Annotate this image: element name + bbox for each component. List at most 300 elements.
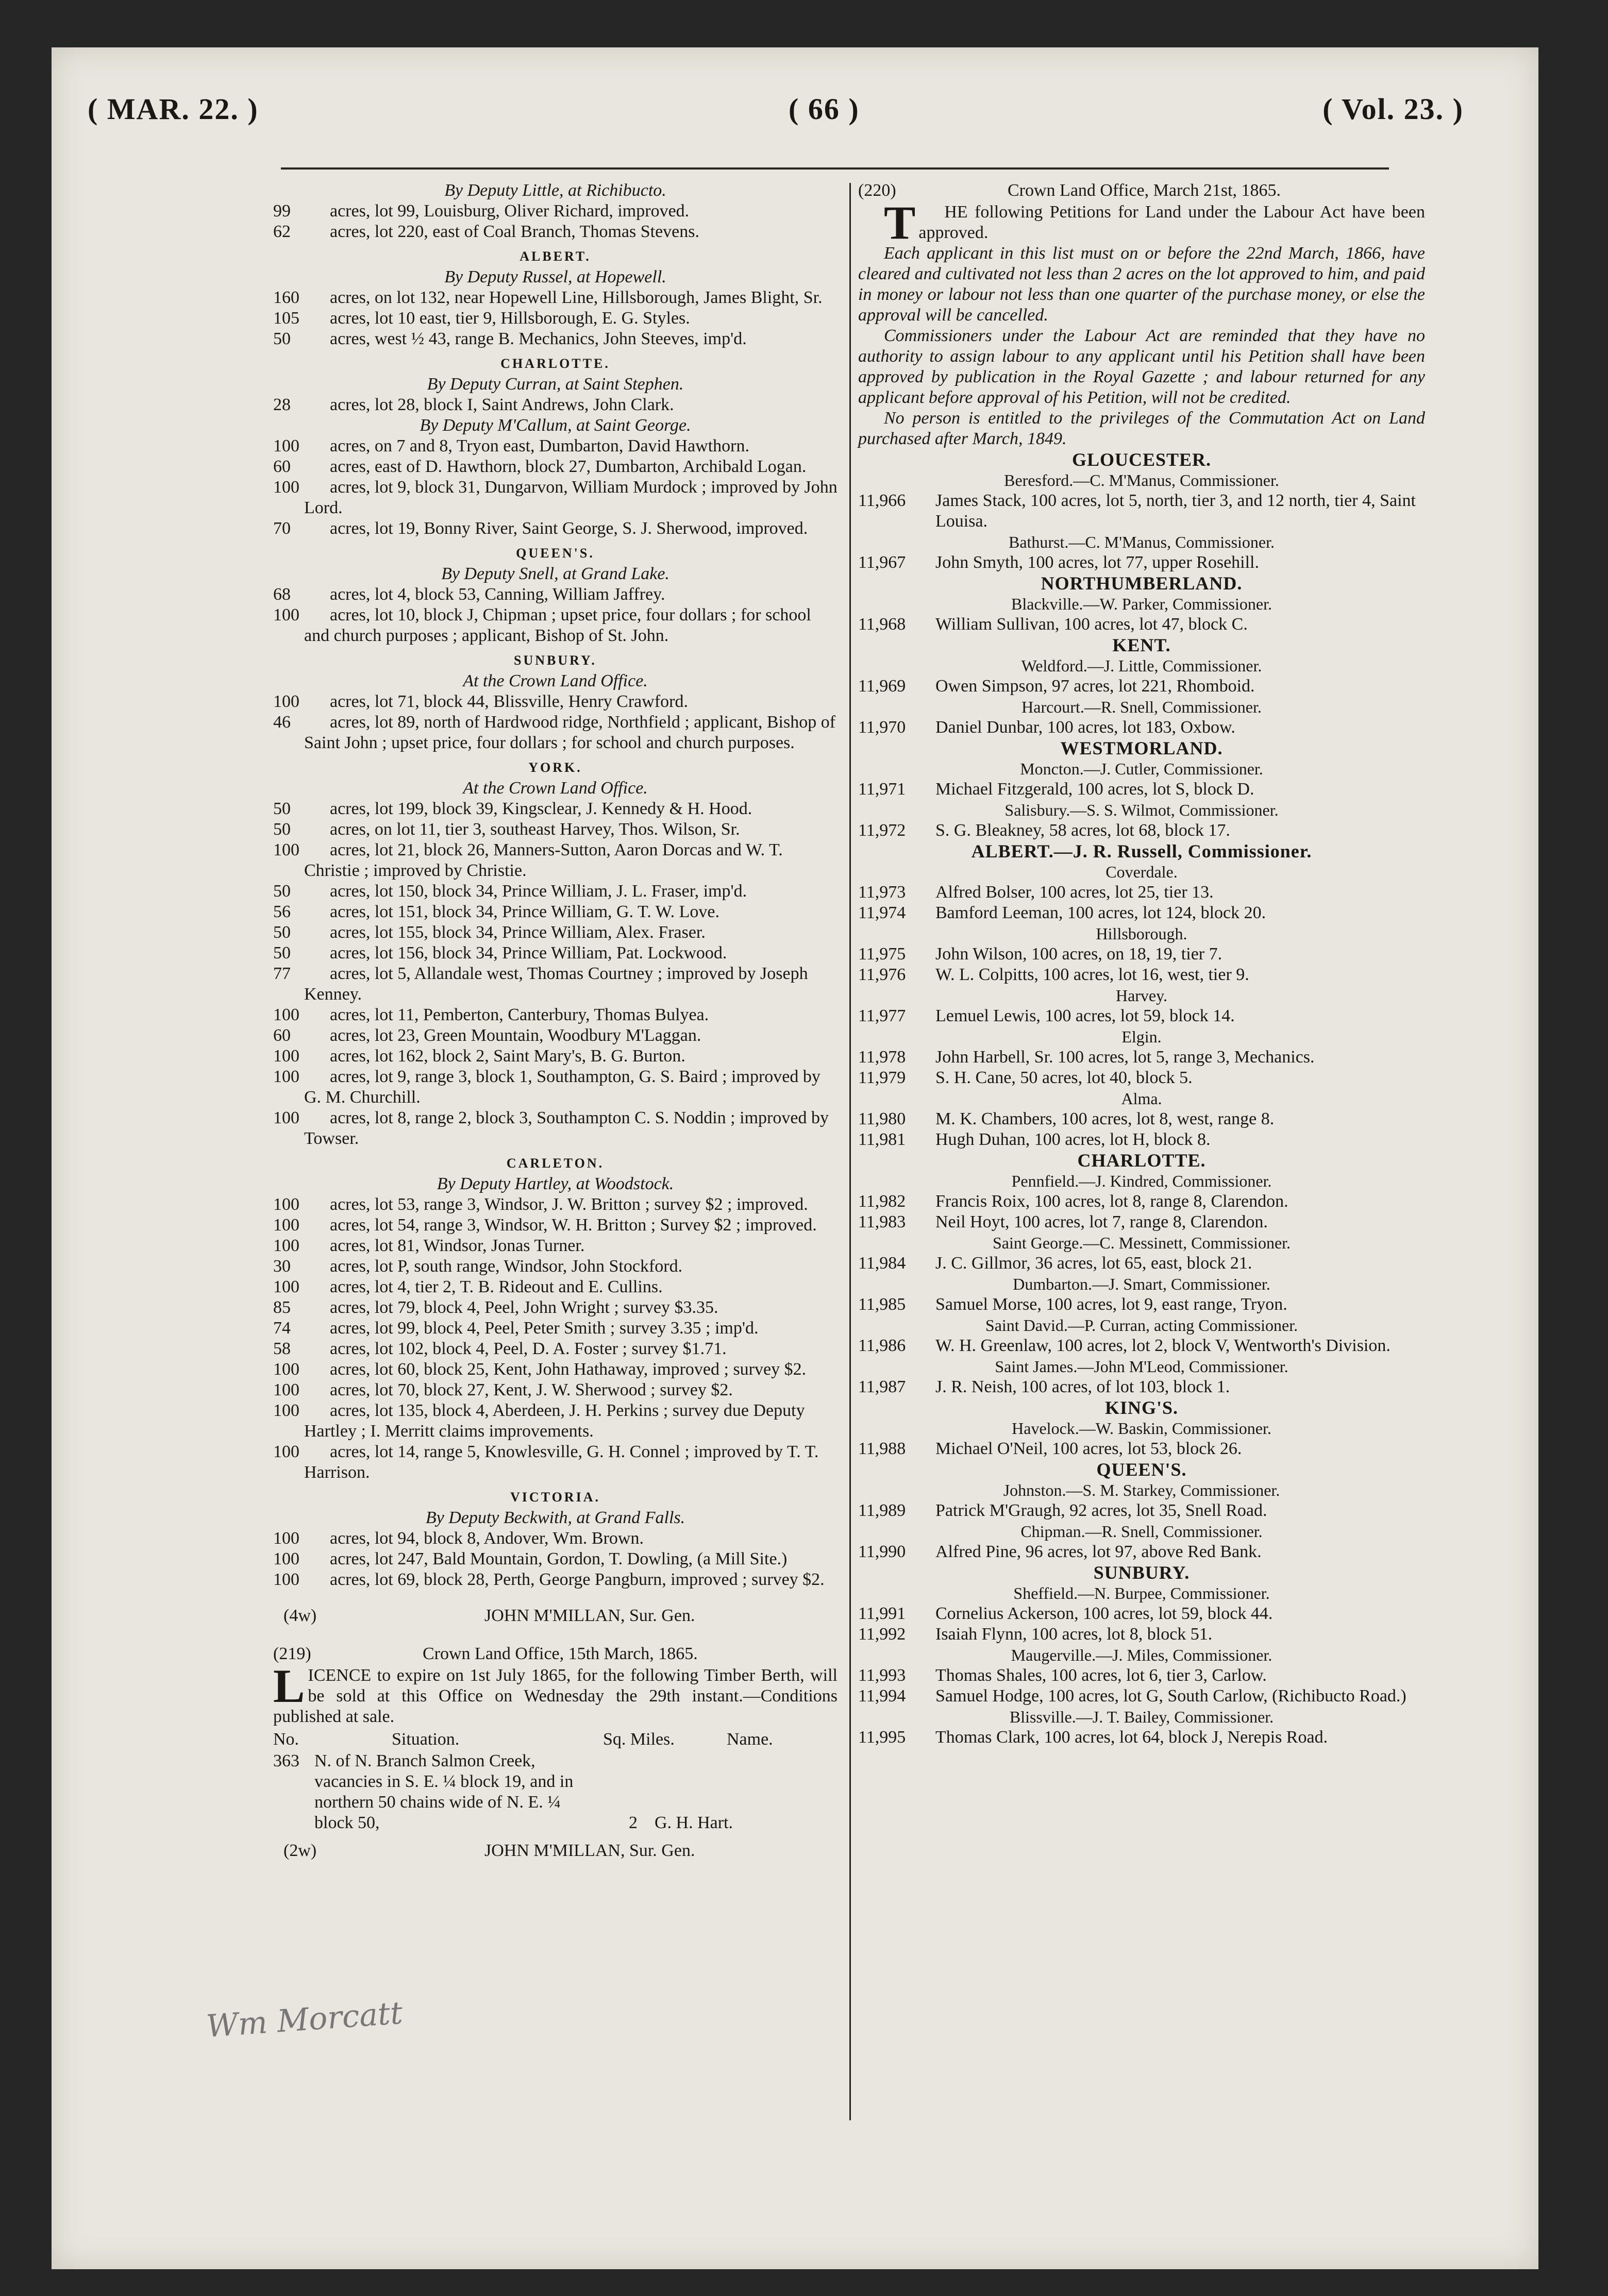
entry-text: acres, lot P, south range, Windsor, John Stockford. xyxy=(330,1257,683,1276)
entry-number: 11,966 xyxy=(858,491,906,510)
notice-paragraph: Each applicant in this list must on or before the 22nd March, 1866, have cleared and cultivated not less than 2 acres on the lot approved to him, and paid in money or labour not less than one quarter of the purchase money, or else the approval will be cancelled. xyxy=(858,244,1425,325)
county-heading: VICTORIA. xyxy=(510,1490,600,1505)
entry-text: acres, lot 135, block 4, Aberdeen, J. H. Perkins ; survey due Deputy Hartley ; I. Merritt claims improvements. xyxy=(304,1401,805,1441)
entry-text: acres, lot 89, north of Hardwood ridge, Northfield ; applicant, Bishop of Saint John ; upset price, four dollars ; for school and church purposes. xyxy=(304,713,836,752)
entry-number: 160 xyxy=(273,288,299,307)
entry-number: 85 xyxy=(273,1298,291,1317)
district-heading: Hillsborough. xyxy=(1096,924,1187,943)
entry-text: W. H. Greenlaw, 100 acres, lot 2, block V, Wentworth's Division. xyxy=(935,1336,1391,1355)
entry-text: Isaiah Flynn, 100 acres, lot 8, block 51. xyxy=(935,1625,1213,1644)
entry-text: acres, lot 11, Pemberton, Canterbury, Thomas Bulyea. xyxy=(330,1005,709,1024)
entry-text: acres, lot 23, Green Mountain, Woodbury M'Laggan. xyxy=(330,1026,701,1045)
petition-entry xyxy=(858,1727,1425,1748)
entry-list xyxy=(273,799,837,1149)
land-entry xyxy=(273,1400,837,1442)
land-entry xyxy=(273,691,837,712)
timber-table-row xyxy=(273,1751,837,1833)
deputy-heading: By Deputy Beckwith, at Grand Falls. xyxy=(425,1508,685,1527)
district-heading: Johnston.—S. M. Starkey, Commissioner. xyxy=(1003,1481,1280,1499)
entry-number: 60 xyxy=(273,457,291,476)
district-heading: Saint James.—John M'Leod, Commissioner. xyxy=(995,1357,1288,1376)
entry-number: 68 xyxy=(273,585,291,604)
county-heading: CHARLOTTE. xyxy=(500,356,610,371)
deputy-heading: By Deputy Curran, at Saint Stephen. xyxy=(427,375,684,394)
entry-number: 28 xyxy=(273,395,291,414)
land-entry xyxy=(273,395,837,415)
entry-number: 100 xyxy=(273,1195,299,1214)
entry-number: 11,974 xyxy=(858,903,906,922)
entry-text: William Sullivan, 100 acres, lot 47, block C. xyxy=(935,615,1248,634)
entry-text: acres, lot 60, block 25, Kent, John Hathaway, improved ; survey $2. xyxy=(330,1360,807,1379)
entry-text: Daniel Dunbar, 100 acres, lot 183, Oxbow. xyxy=(935,718,1235,737)
land-entry xyxy=(273,922,837,943)
petition-list xyxy=(858,944,1425,985)
entry-number: 11,970 xyxy=(858,718,906,737)
land-entry xyxy=(273,964,837,1005)
entry-number: 100 xyxy=(273,478,299,497)
entry-number: 100 xyxy=(273,1236,299,1255)
petition-entry xyxy=(858,1047,1425,1068)
entry-text: acres, lot 14, range 5, Knowlesville, G. H. Connel ; improved by T. T. Harrison. xyxy=(304,1442,819,1482)
petition-list xyxy=(858,614,1425,635)
petition-notice-header xyxy=(858,180,1425,202)
entry-number: 11,983 xyxy=(858,1212,906,1231)
col-name: Name. xyxy=(727,1730,773,1749)
land-entry xyxy=(273,1339,837,1359)
petition-entry xyxy=(858,1191,1425,1212)
entry-text: acres, west ½ 43, range B. Mechanics, John Steeves, imp'd. xyxy=(330,329,747,348)
header-rule xyxy=(281,167,1389,170)
entry-text: acres, lot 151, block 34, Prince William, G. T. W. Love. xyxy=(330,902,719,921)
notice-number: (220) xyxy=(858,181,896,200)
district-heading: Chipman.—R. Snell, Commissioner. xyxy=(1020,1522,1263,1541)
land-entry xyxy=(273,1442,837,1483)
entry-number: 100 xyxy=(273,436,299,455)
petition-list xyxy=(858,882,1425,923)
county-heading: ALBERT.—J. R. Russell, Commissioner. xyxy=(971,841,1312,862)
entry-number: 100 xyxy=(273,1046,299,1066)
entry-text: acres, lot 162, block 2, Saint Mary's, B. G. Burton. xyxy=(330,1046,685,1066)
petition-entry xyxy=(858,944,1425,965)
entry-text: acres, lot 199, block 39, Kingsclear, J. Kennedy & H. Hood. xyxy=(330,799,752,818)
entry-text: John Smyth, 100 acres, lot 77, upper Rosehill. xyxy=(935,553,1260,572)
entry-text: acres, lot 4, tier 2, T. B. Rideout and E. Cullins. xyxy=(330,1277,663,1296)
land-entry xyxy=(273,1318,837,1339)
entry-text: acres, lot 28, block I, Saint Andrews, John Clark. xyxy=(330,395,674,414)
insertion-code: (2w) xyxy=(283,1841,317,1860)
land-entry xyxy=(273,1297,837,1318)
page-header xyxy=(88,92,1464,133)
notice-number: (219) xyxy=(273,1644,311,1663)
petition-entry xyxy=(858,1624,1425,1645)
district-heading: Dumbarton.—J. Smart, Commissioner. xyxy=(1013,1275,1270,1293)
berth-name: G. H. Hart. xyxy=(655,1813,733,1832)
entry-text: S. H. Cane, 50 acres, lot 40, block 5. xyxy=(935,1068,1193,1087)
land-entry xyxy=(273,1549,837,1569)
left-column xyxy=(273,180,837,1861)
header-page-number: ( 66 ) xyxy=(789,92,860,126)
petition-list xyxy=(858,1336,1425,1356)
entry-number: 11,979 xyxy=(858,1068,906,1087)
berth-number: 363 xyxy=(273,1751,299,1770)
entry-text: acres, lot 102, block 4, Peel, D. A. Foster ; survey $1.71. xyxy=(330,1339,727,1358)
drop-cap: T xyxy=(884,196,916,249)
entry-number: 100 xyxy=(273,1529,299,1548)
district-heading: Havelock.—W. Baskin, Commissioner. xyxy=(1012,1419,1271,1438)
district-heading: Saint George.—C. Messinett, Commissioner. xyxy=(992,1234,1291,1252)
entry-text: Neil Hoyt, 100 acres, lot 7, range 8, Clarendon. xyxy=(935,1212,1268,1231)
entry-text: S. G. Bleakney, 58 acres, lot 68, block 17. xyxy=(935,821,1230,840)
entry-number: 11,989 xyxy=(858,1501,906,1520)
county-heading: KING'S. xyxy=(1104,1397,1179,1418)
entry-text: acres, lot 9, block 31, Dungarvon, William Murdock ; improved by John Lord. xyxy=(304,478,837,517)
entry-text: acres, lot 10 east, tier 9, Hillsborough, E. G. Styles. xyxy=(330,309,690,328)
entry-list xyxy=(273,436,837,539)
entry-text: acres, lot 79, block 4, Peel, John Wright ; survey $3.35. xyxy=(330,1298,718,1317)
petition-list xyxy=(858,491,1425,532)
right-column xyxy=(858,180,1425,1748)
petition-entry xyxy=(858,903,1425,923)
entry-text: John Wilson, 100 acres, on 18, 19, tier 7. xyxy=(935,944,1222,964)
county-heading: GLOUCESTER. xyxy=(1071,449,1212,470)
entry-number: 100 xyxy=(273,1067,299,1086)
entry-text: acres, lot 94, block 8, Andover, Wm. Brown. xyxy=(330,1529,644,1548)
petition-entry xyxy=(858,717,1425,738)
land-entry xyxy=(273,308,837,329)
petition-entry xyxy=(858,491,1425,532)
land-entry xyxy=(273,477,837,518)
county-heading: NORTHUMBERLAND. xyxy=(1041,573,1243,594)
notice-paragraph: Commissioners under the Labour Act are reminded that they have no authority to assign labour to any applicant until his Petition shall have been approved by publication in the Royal Gazette ; and labour returned for any applicant before approval of his Petition, will not be credited. xyxy=(858,326,1425,407)
district-heading: Salisbury.—S. S. Wilmot, Commissioner. xyxy=(1004,801,1279,819)
entry-number: 100 xyxy=(273,1277,299,1296)
timber-table-header xyxy=(273,1729,837,1751)
notice-title: Crown Land Office, 15th March, 1865. xyxy=(423,1644,698,1663)
land-entry xyxy=(273,1067,837,1108)
county-heading: SUNBURY. xyxy=(514,653,597,668)
entry-text: acres, lot 4, block 53, Canning, William Jaffrey. xyxy=(330,585,665,604)
petition-entry xyxy=(858,1603,1425,1624)
entry-number: 11,981 xyxy=(858,1130,906,1149)
petition-list xyxy=(858,717,1425,738)
petition-entry xyxy=(858,1253,1425,1274)
petition-entry xyxy=(858,1006,1425,1026)
col-situation: Situation. xyxy=(392,1730,460,1749)
notice-paragraph: No person is entitled to the privileges of the Commutation Act on Land purchased after March, 1849. xyxy=(858,409,1425,448)
petition-notice-body xyxy=(858,196,1425,449)
entry-text: James Stack, 100 acres, lot 5, north, tier 3, and 12 north, tier 4, Saint Louisa. xyxy=(935,491,1416,531)
entry-text: acres, lot 9, range 3, block 1, Southampton, G. S. Baird ; improved by G. M. Churchill. xyxy=(304,1067,820,1107)
entry-number: 100 xyxy=(273,1360,299,1379)
entry-text: acres, on 7 and 8, Tryon east, Dumbarton, David Hawthorn. xyxy=(330,436,749,455)
entry-text: Samuel Morse, 100 acres, lot 9, east range, Tryon. xyxy=(935,1295,1287,1314)
district-heading: Weldford.—J. Little, Commissioner. xyxy=(1021,656,1262,675)
entry-text: J. R. Neish, 100 acres, of lot 103, block 1. xyxy=(935,1377,1230,1396)
petition-entry xyxy=(858,1377,1425,1397)
deputy-heading: By Deputy M'Callum, at Saint George. xyxy=(420,416,691,435)
county-heading: QUEEN'S. xyxy=(516,546,595,561)
entry-number: 11,988 xyxy=(858,1439,906,1458)
district-heading: Elgin. xyxy=(1121,1027,1162,1046)
entry-text: acres, lot 21, block 26, Manners-Sutton, Aaron Dorcas and W. T. Christie ; improved by Christie. xyxy=(304,840,783,880)
entry-number: 11,986 xyxy=(858,1336,906,1355)
entry-number: 100 xyxy=(273,1005,299,1024)
land-entry xyxy=(273,518,837,539)
land-entry xyxy=(273,1380,837,1400)
district-heading: Pennfield.—J. Kindred, Commissioner. xyxy=(1011,1172,1272,1190)
land-entry xyxy=(273,1359,837,1380)
district-heading: Saint David.—P. Curran, acting Commissioner. xyxy=(985,1316,1298,1335)
petition-entry xyxy=(858,1686,1425,1707)
land-entry xyxy=(273,943,837,964)
entry-text: acres, lot 70, block 27, Kent, J. W. Sherwood ; survey $2. xyxy=(330,1380,733,1399)
land-entry xyxy=(273,329,837,349)
entry-text: Thomas Shales, 100 acres, lot 6, tier 3, Carlow. xyxy=(935,1666,1267,1685)
county-heading: WESTMORLAND. xyxy=(1060,738,1223,758)
header-volume: ( Vol. 23. ) xyxy=(1322,92,1464,126)
entry-number: 50 xyxy=(273,799,291,818)
entry-number: 50 xyxy=(273,329,291,348)
notice-title: Crown Land Office, March 21st, 1865. xyxy=(1008,181,1281,200)
entry-number: 100 xyxy=(273,1380,299,1399)
deputy-heading: At the Crown Land Office. xyxy=(463,671,648,690)
entry-number: 11,991 xyxy=(858,1604,906,1623)
petition-list xyxy=(858,1500,1425,1521)
land-entry xyxy=(273,1194,837,1215)
signature-line xyxy=(273,1606,837,1626)
entry-number: 11,967 xyxy=(858,553,906,572)
entry-number: 50 xyxy=(273,943,291,963)
entry-number: 11,971 xyxy=(858,780,906,799)
entry-number: 58 xyxy=(273,1339,291,1358)
entry-list xyxy=(273,584,837,646)
entry-number: 100 xyxy=(273,605,299,624)
drop-cap: L xyxy=(273,1660,305,1712)
signature-name: JOHN M'MILLAN, Sur. Gen. xyxy=(484,1841,695,1860)
deputy-heading: By Deputy Snell, at Grand Lake. xyxy=(441,564,669,583)
petition-list xyxy=(858,1603,1425,1645)
entry-number: 100 xyxy=(273,1442,299,1461)
licence-text: ICENCE to expire on 1st July 1865, for the following Timber Berth, will be sold at this Office on Wednesday the 29th instant.—Conditions published at sale. xyxy=(273,1666,837,1726)
land-entry xyxy=(273,201,837,222)
entry-text: acres, lot 69, block 28, Perth, George Pangburn, improved ; survey $2. xyxy=(330,1570,825,1589)
entry-text: acres, lot 8, range 2, block 3, Southampton C. S. Noddin ; improved by Towser. xyxy=(304,1108,829,1148)
petition-entry xyxy=(858,676,1425,697)
petition-list xyxy=(858,676,1425,697)
district-heading: Blackville.—W. Parker, Commissioner. xyxy=(1011,595,1272,613)
entry-text: acres, lot 53, range 3, Windsor, J. W. Britton ; survey $2 ; improved. xyxy=(330,1195,808,1214)
petition-list xyxy=(858,779,1425,800)
petition-entry xyxy=(858,820,1425,841)
district-heading: Moncton.—J. Cutler, Commissioner. xyxy=(1020,759,1263,778)
entry-number: 11,984 xyxy=(858,1254,906,1273)
entry-number: 105 xyxy=(273,309,299,328)
district-heading: Maugerville.—J. Miles, Commissioner. xyxy=(1011,1646,1272,1664)
entry-number: 11,992 xyxy=(858,1625,906,1644)
petition-list xyxy=(858,552,1425,573)
district-heading: Harvey. xyxy=(1115,986,1168,1005)
petition-entry xyxy=(858,1109,1425,1129)
petition-entry xyxy=(858,1542,1425,1562)
entry-number: 70 xyxy=(273,519,291,538)
entry-text: acres, lot 19, Bonny River, Saint George, S. J. Sherwood, improved. xyxy=(330,519,808,538)
petition-list xyxy=(858,1191,1425,1233)
entry-text: J. C. Gillmor, 36 acres, lot 65, east, block 21. xyxy=(935,1254,1252,1273)
petition-list xyxy=(858,1377,1425,1397)
column-divider xyxy=(849,183,851,2120)
deputy-heading: By Deputy Little, at Richibucto. xyxy=(444,181,666,200)
entry-number: 74 xyxy=(273,1319,291,1338)
district-heading: Sheffield.—N. Burpee, Commissioner. xyxy=(1013,1584,1270,1602)
header-date: ( MAR. 22. ) xyxy=(88,92,259,126)
entry-text: acres, east of D. Hawthorn, block 27, Dumbarton, Archibald Logan. xyxy=(330,457,807,476)
district-heading: Coverdale. xyxy=(1105,863,1178,881)
entry-number: 56 xyxy=(273,902,291,921)
entry-text: acres, lot 5, Allandale west, Thomas Courtney ; improved by Joseph Kenney. xyxy=(304,964,808,1004)
county-heading: CARLETON. xyxy=(506,1156,605,1171)
entry-number: 11,973 xyxy=(858,883,906,902)
land-entry xyxy=(273,457,837,477)
entry-number: 30 xyxy=(273,1257,291,1276)
petition-entry xyxy=(858,1212,1425,1233)
entry-number: 11,982 xyxy=(858,1192,906,1211)
entry-number: 11,993 xyxy=(858,1666,906,1685)
entry-text: Owen Simpson, 97 acres, lot 221, Rhomboid. xyxy=(935,677,1255,696)
entry-number: 11,976 xyxy=(858,965,906,984)
entry-number: 100 xyxy=(273,1570,299,1589)
county-heading: CHARLOTTE. xyxy=(1077,1150,1206,1171)
land-entry xyxy=(273,881,837,902)
district-heading: Alma. xyxy=(1121,1089,1162,1108)
district-heading: Harcourt.—R. Snell, Commissioner. xyxy=(1021,698,1262,716)
entry-number: 62 xyxy=(273,222,291,241)
petition-list xyxy=(858,1006,1425,1026)
entry-number: 11,987 xyxy=(858,1377,906,1396)
entry-text: Samuel Hodge, 100 acres, lot G, South Carlow, (Richibucto Road.) xyxy=(935,1686,1406,1706)
land-entry xyxy=(273,1236,837,1256)
land-entry xyxy=(273,819,837,840)
licence-notice-body xyxy=(273,1660,837,1727)
entry-number: 11,985 xyxy=(858,1295,906,1314)
land-entry xyxy=(273,840,837,881)
land-entry xyxy=(273,1569,837,1590)
land-entry xyxy=(273,799,837,819)
entry-list xyxy=(273,691,837,753)
entry-list xyxy=(273,1528,837,1590)
land-entry xyxy=(273,1046,837,1067)
land-entry xyxy=(273,584,837,605)
county-heading: SUNBURY. xyxy=(1093,1562,1190,1583)
entry-text: Patrick M'Graugh, 92 acres, lot 35, Snell Road. xyxy=(935,1501,1267,1520)
signature-name: JOHN M'MILLAN, Sur. Gen. xyxy=(484,1606,695,1625)
entry-text: acres, lot 10, block J, Chipman ; upset price, four dollars ; for school and church purposes ; applicant, Bishop of St. John. xyxy=(304,605,811,645)
entry-number: 100 xyxy=(273,1108,299,1127)
licence-notice-header xyxy=(273,1644,837,1665)
entry-text: Bamford Leeman, 100 acres, lot 124, block 20. xyxy=(935,903,1266,922)
entry-number: 50 xyxy=(273,882,291,901)
entry-text: Hugh Duhan, 100 acres, lot H, block 8. xyxy=(935,1130,1211,1149)
entry-number: 11,995 xyxy=(858,1728,906,1747)
entry-text: acres, lot 220, east of Coal Branch, Thomas Stevens. xyxy=(330,222,699,241)
entry-text: Michael O'Neil, 100 acres, lot 53, block 26. xyxy=(935,1439,1242,1458)
county-heading: QUEEN'S. xyxy=(1096,1459,1187,1480)
entry-number: 50 xyxy=(273,923,291,942)
petition-entry xyxy=(858,552,1425,573)
col-sqmiles: Sq. Miles. xyxy=(603,1730,675,1749)
col-no: No. xyxy=(273,1730,299,1749)
insertion-code: (4w) xyxy=(283,1606,317,1625)
county-heading: YORK. xyxy=(528,760,582,775)
entry-number: 60 xyxy=(273,1026,291,1045)
petition-entry xyxy=(858,882,1425,903)
petition-entry xyxy=(858,614,1425,635)
entry-text: acres, lot 54, range 3, Windsor, W. H. Britton ; Survey $2 ; improved. xyxy=(330,1215,817,1235)
entry-text: acres, lot 99, block 4, Peel, Peter Smith ; survey 3.35 ; imp'd. xyxy=(330,1319,759,1338)
margin-handwriting: Wm Morcatt xyxy=(205,1995,404,2045)
land-entry xyxy=(273,712,837,753)
entry-number: 100 xyxy=(273,840,299,859)
land-entry xyxy=(273,436,837,457)
petition-list xyxy=(858,1253,1425,1274)
petition-list xyxy=(858,1294,1425,1315)
entry-list xyxy=(273,395,837,415)
entry-number: 11,977 xyxy=(858,1006,906,1025)
petition-list xyxy=(858,1047,1425,1088)
entry-text: acres, lot 71, block 44, Blissville, Henry Crawford. xyxy=(330,692,688,711)
petition-entry xyxy=(858,1439,1425,1459)
entry-number: 100 xyxy=(273,1401,299,1420)
entry-list xyxy=(273,288,837,349)
entry-number: 11,980 xyxy=(858,1109,906,1128)
entry-text: acres, lot 99, Louisburg, Oliver Richard, improved. xyxy=(330,201,690,221)
entry-text: acres, lot 247, Bald Mountain, Gordon, T. Dowling, (a Mill Site.) xyxy=(330,1549,788,1568)
petition-list xyxy=(858,1665,1425,1707)
district-heading: Beresford.—C. M'Manus, Commissioner. xyxy=(1004,471,1279,489)
petition-entry xyxy=(858,1068,1425,1088)
petition-entry xyxy=(858,1336,1425,1356)
petition-list xyxy=(858,1542,1425,1562)
berth-sqmiles: 2 xyxy=(629,1813,638,1832)
entry-number: 46 xyxy=(273,713,291,732)
entry-text: acres, on lot 11, tier 3, southeast Harvey, Thos. Wilson, Sr. xyxy=(330,820,740,839)
entry-number: 100 xyxy=(273,1215,299,1235)
land-entry xyxy=(273,1528,837,1549)
entry-text: Alfred Bolser, 100 acres, lot 25, tier 13. xyxy=(935,883,1214,902)
petition-entry xyxy=(858,1500,1425,1521)
petition-list xyxy=(858,1109,1425,1150)
petition-entry xyxy=(858,1294,1425,1315)
deputy-heading: By Deputy Russel, at Hopewell. xyxy=(444,267,666,286)
entry-text: acres, lot 150, block 34, Prince William, J. L. Fraser, imp'd. xyxy=(330,882,747,901)
entry-text: acres, lot 155, block 34, Prince William, Alex. Fraser. xyxy=(330,923,706,942)
entry-text: acres, lot 81, Windsor, Jonas Turner. xyxy=(330,1236,585,1255)
notice-paragraph: HE following Petitions for Land under the Labour Act have been approved. xyxy=(918,202,1425,242)
county-heading: KENT. xyxy=(1112,635,1171,655)
county-heading: ALBERT. xyxy=(520,249,591,264)
land-entry xyxy=(273,1108,837,1149)
entry-list xyxy=(273,201,837,242)
entry-text: Michael Fitzgerald, 100 acres, lot S, block D. xyxy=(935,780,1254,799)
land-entry xyxy=(273,222,837,242)
entry-number: 11,969 xyxy=(858,677,906,696)
petition-entry xyxy=(858,965,1425,985)
deputy-heading: By Deputy Hartley, at Woodstock. xyxy=(437,1174,674,1193)
entry-number: 50 xyxy=(273,820,291,839)
petition-entry xyxy=(858,1665,1425,1686)
entry-number: 100 xyxy=(273,1549,299,1568)
district-heading: Bathurst.—C. M'Manus, Commissioner. xyxy=(1008,533,1275,551)
entry-number: 11,975 xyxy=(858,944,906,964)
